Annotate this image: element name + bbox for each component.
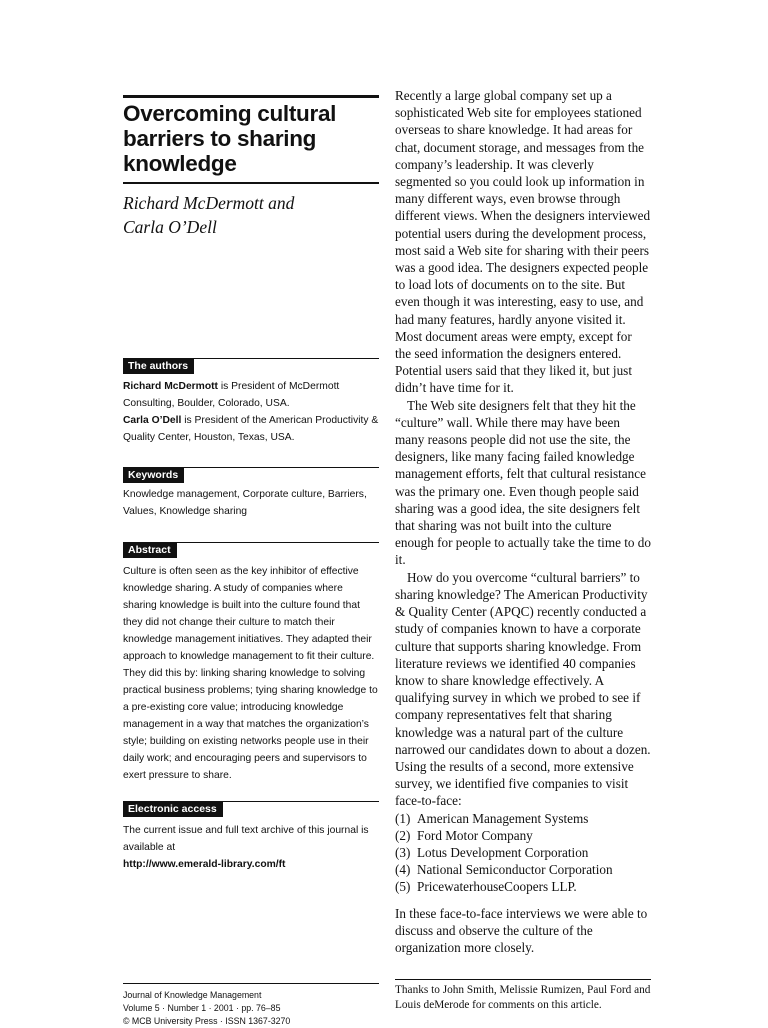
author-desc-2: is President of the American Productivity & Quality Center, Houston, Texas, USA. bbox=[123, 415, 379, 443]
author-desc-1: is President of McDermott Consulting, Boulder, Colorado, USA. bbox=[123, 381, 340, 409]
abstract-section-header bbox=[123, 542, 379, 558]
abstract-body bbox=[123, 563, 379, 784]
keywords-heading: Keywords bbox=[123, 467, 184, 483]
keywords-text: Knowledge management, Corporate culture, Barriers, Values, Knowledge sharing bbox=[123, 489, 367, 517]
list-item-name: American Management Systems bbox=[417, 810, 589, 826]
list-item bbox=[395, 844, 651, 861]
author-name-2: Carla O’Dell bbox=[123, 415, 182, 426]
body-column bbox=[395, 87, 651, 956]
keywords-body bbox=[123, 486, 379, 520]
author-line-2: Carla O’Dell bbox=[123, 216, 217, 237]
access-body bbox=[123, 822, 379, 873]
list-item-name: PricewaterhouseCoopers LLP. bbox=[417, 879, 577, 895]
acknowledgement-footnote bbox=[395, 979, 651, 1013]
journal-volume: Volume 5 · Number 1 · 2001 · pp. 76–85 bbox=[123, 1003, 281, 1013]
company-list bbox=[395, 810, 651, 896]
acknowledgement-text: Thanks to John Smith, Melissie Rumizen, Paul Ford and Louis deMerode for comments on this article. bbox=[395, 984, 651, 1011]
body-paragraph-1: Recently a large global company set up a sophisticated Web site for employees stationed overseas to share knowledge. It had areas for chat, document storage, and messages from the company’s leadership. It was cleverly segmented so you could look up information in many different ways, even browse through different views. When the designers interviewed potential users during the development process, most said a Web site for sharing with their peers was a good idea. The designers expected people to load lots of documents on to the site. But even though it was interesting, easy to use, and had many features, hardly anyone visited it. Most document areas were empty, except for the seed information the designers entered. Potential users said that they liked it, but just didn’t have time for it. bbox=[395, 88, 651, 396]
list-item-number: (5) bbox=[395, 879, 411, 895]
list-item bbox=[395, 810, 651, 827]
access-section bbox=[123, 801, 379, 873]
list-item-name: Lotus Development Corporation bbox=[417, 844, 589, 860]
journal-name: Journal of Knowledge Management bbox=[123, 990, 262, 1000]
title-rule bbox=[123, 182, 379, 184]
list-item bbox=[395, 861, 651, 878]
authors-body bbox=[123, 378, 379, 446]
list-item bbox=[395, 827, 651, 844]
access-link[interactable]: http://www.emerald-library.com/ft bbox=[123, 859, 286, 870]
body-paragraph-3: How do you overcome “cultural barriers” to sharing knowledge? The American Productivity & Quality Center (APQC) recently conducted a study of companies known to have a corporate culture that supports sharing knowledge. From literature reviews we identified 40 companies know to share knowledge effectively. A qualifying survey in which we probed to see if company representatives felt that sharing knowledge was a natural part of the culture narrowed our candidates down to about a dozen. Using the results of a second, more extensive survey, we identified five companies to visit face-to-face: bbox=[395, 569, 651, 809]
authors-heading: The authors bbox=[123, 358, 194, 374]
body-paragraph-4: In these face-to-face interviews we were able to discuss and observe the culture of the organization more closely. bbox=[395, 905, 648, 955]
author-bio-1 bbox=[123, 378, 379, 412]
authors-section bbox=[123, 358, 379, 446]
abstract-heading: Abstract bbox=[123, 542, 177, 558]
top-rule bbox=[123, 95, 379, 98]
access-heading: Electronic access bbox=[123, 801, 223, 817]
keywords-section-header bbox=[123, 467, 379, 483]
abstract-section bbox=[123, 542, 379, 784]
list-item-name: Ford Motor Company bbox=[417, 827, 533, 843]
keywords-section bbox=[123, 467, 379, 520]
authors-section-header bbox=[123, 358, 379, 374]
abstract-text: Culture is often seen as the key inhibitor of effective knowledge sharing. A study of companies where sharing knowledge is built into the culture found that they did not change their culture to match their knowledge management initiatives. They adapted their approach to knowledge management to fit their culture. They did this by: linking sharing knowledge to solving practical business problems; tying sharing knowledge to a pre-existing core value; introducing knowledge management in a way that matches the organization’s style; building on existing networks people use in their daily work; and encouraging peers and supervisors to exert pressure to share. bbox=[123, 566, 378, 781]
title-block bbox=[123, 95, 379, 239]
list-item-name: National Semiconductor Corporation bbox=[417, 862, 613, 878]
author-bio-2 bbox=[123, 412, 379, 446]
list-item-number: (1) bbox=[395, 810, 411, 826]
list-item bbox=[395, 878, 651, 895]
list-item-number: (4) bbox=[395, 862, 411, 878]
body-paragraph-2: The Web site designers felt that they hit the “culture” wall. While there may have been many reasons people did not use the site, the designers, like many facing failed knowledge management efforts, felt that cultural resistance was the primary one. Even though people said sharing was a good idea, the site designers felt that sharing was not built into the culture enough for people to actually take the time to do it. bbox=[395, 397, 651, 568]
list-item-number: (2) bbox=[395, 827, 411, 843]
access-section-header bbox=[123, 801, 379, 817]
author-byline bbox=[123, 192, 379, 239]
author-line-1: Richard McDermott and bbox=[123, 193, 295, 213]
author-name-1: Richard McDermott bbox=[123, 381, 218, 392]
article-title: Overcoming cultural barriers to sharing knowledge bbox=[123, 101, 337, 176]
access-text: The current issue and full text archive of this journal is available at bbox=[123, 825, 369, 853]
journal-footer bbox=[123, 983, 379, 1028]
journal-publisher: © MCB University Press · ISSN 1367-3270 bbox=[123, 1016, 291, 1026]
list-item-number: (3) bbox=[395, 844, 411, 860]
